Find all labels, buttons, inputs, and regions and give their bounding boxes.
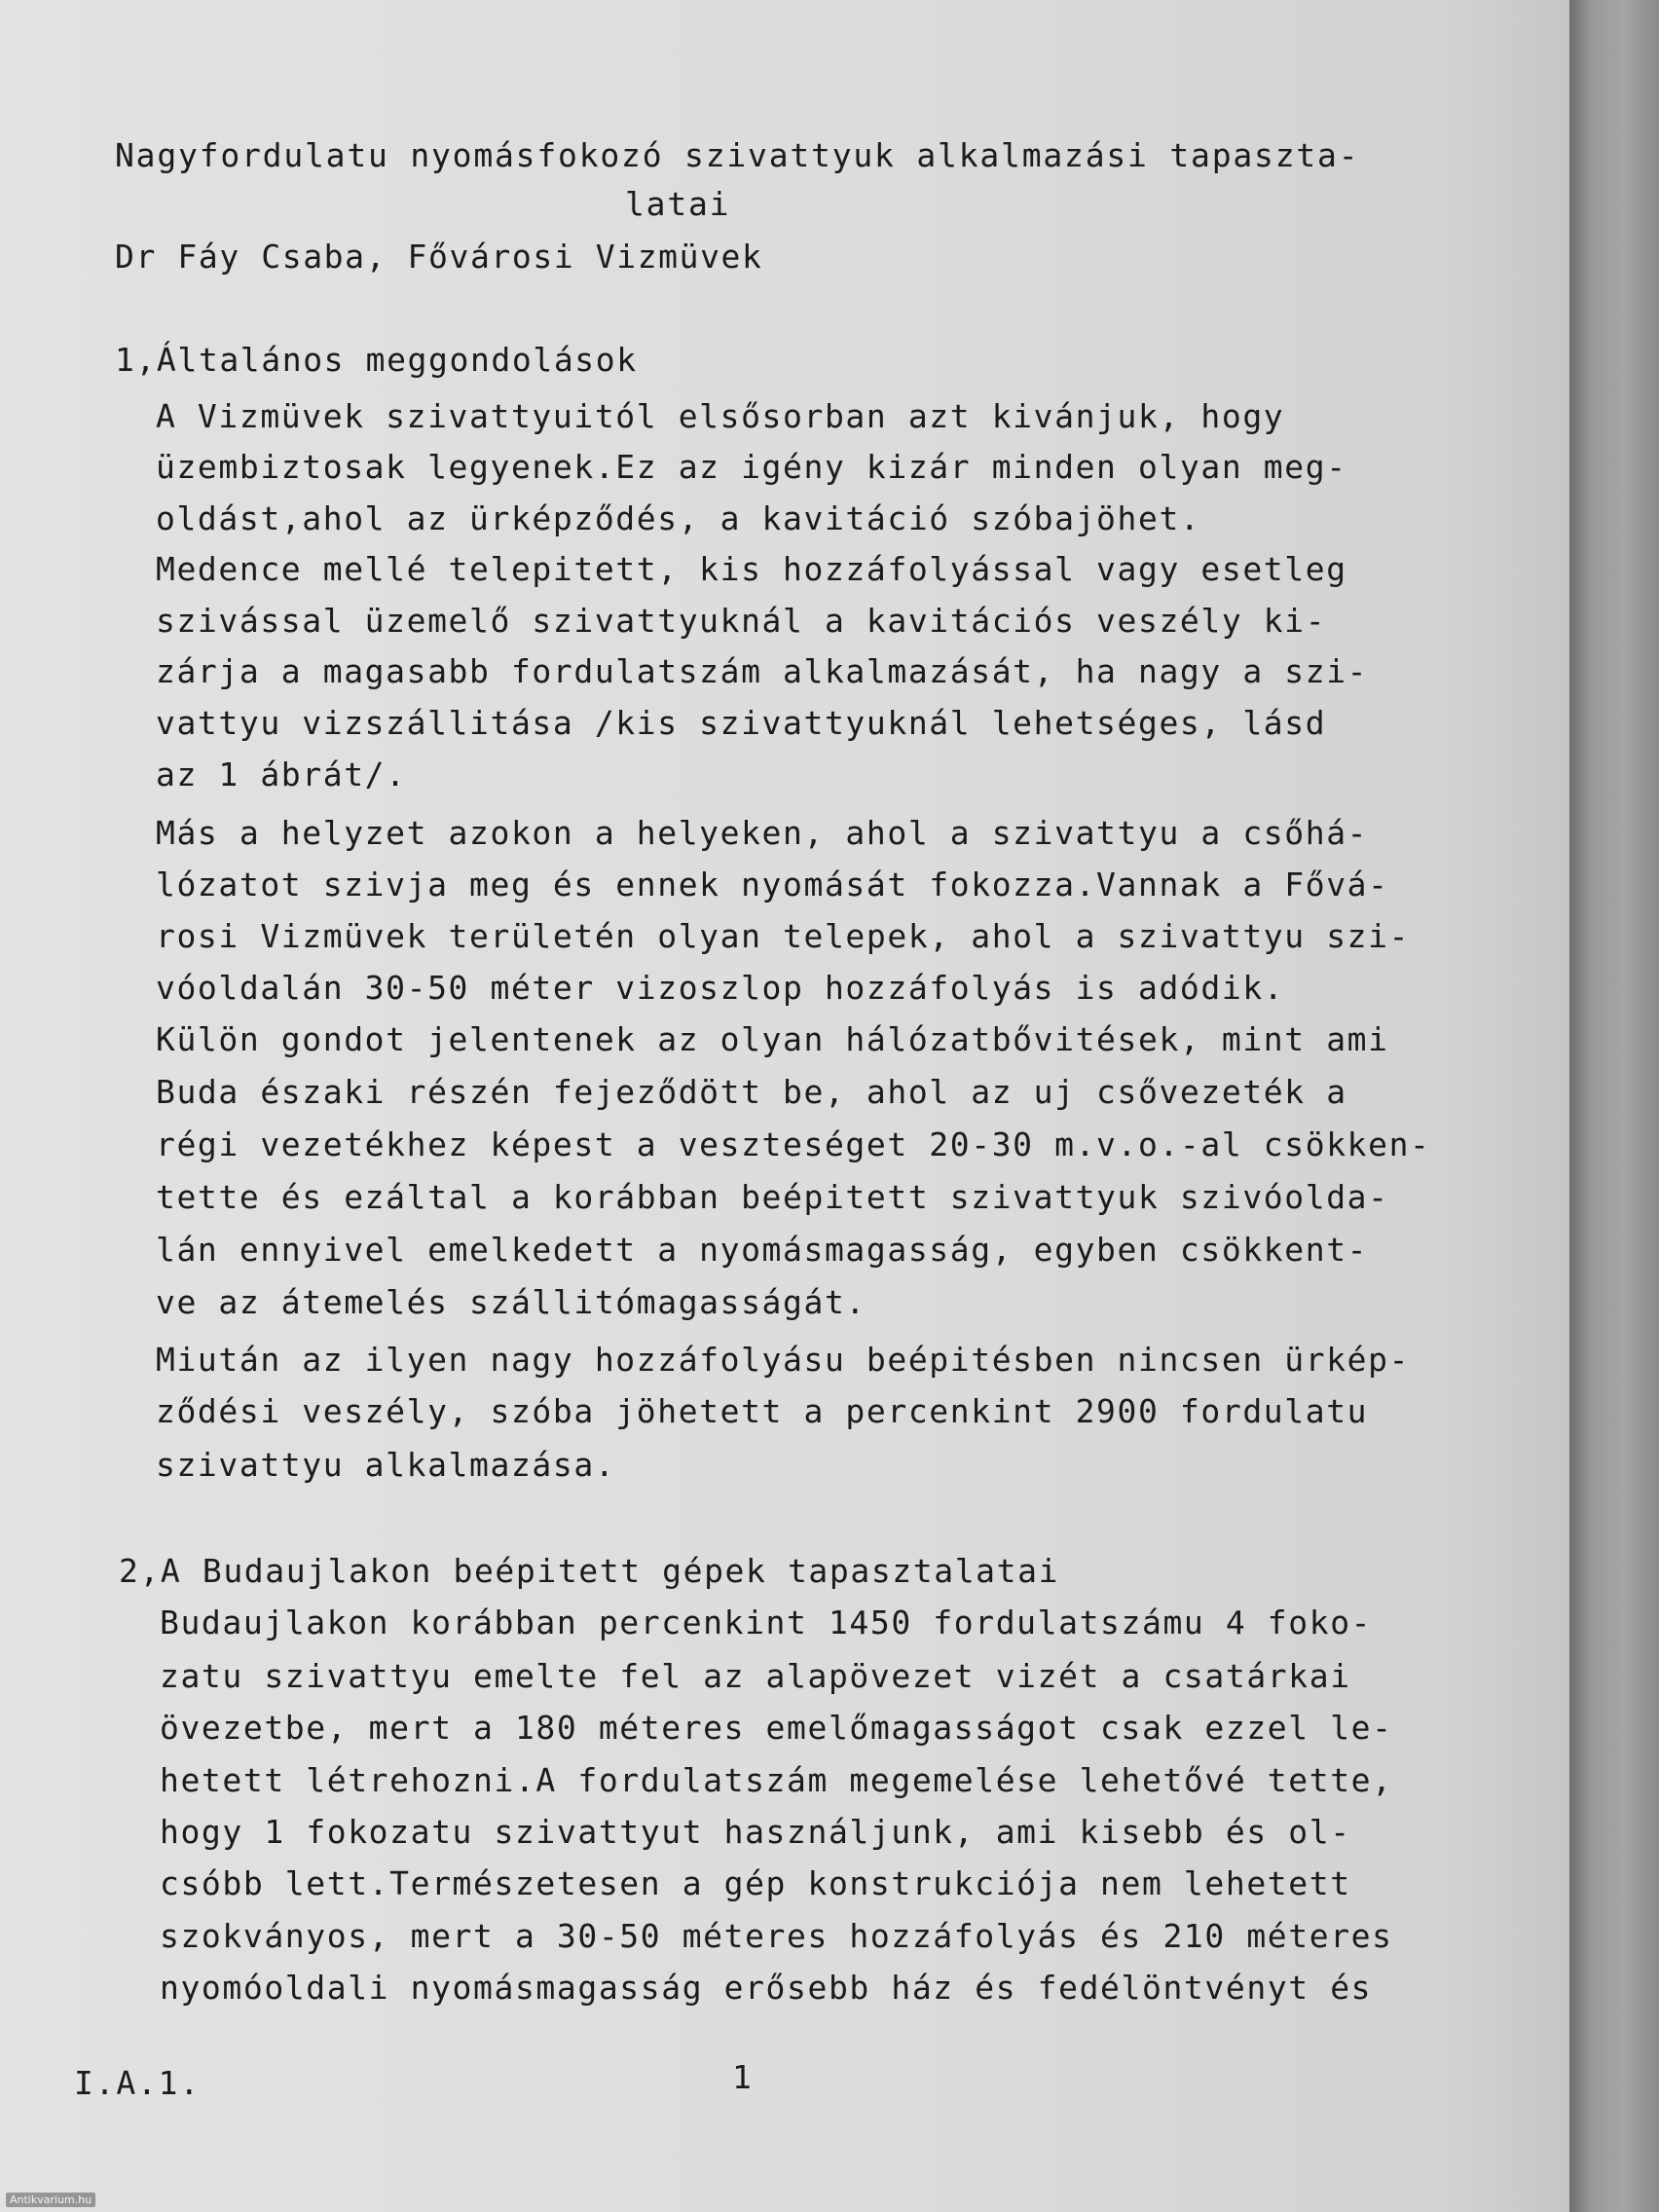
section-1-line: rosi Vizmüvek területén olyan telepek, ahol a szivattyu szi- <box>156 917 1411 955</box>
section-1-line: ződési veszély, szóba jöhetett a percenkint 2900 fordulatu <box>156 1392 1369 1430</box>
section-1-heading: 1,Általános meggondolások <box>115 341 638 379</box>
page-edge-shadow <box>1569 0 1659 2212</box>
section-1-line: szivattyu alkalmazása. <box>156 1446 616 1484</box>
section-1-line: oldást,ahol az ürképződés, a kavitáció szóbajöhet. <box>156 499 1201 537</box>
section-1-line: szivással üzemelő szivattyuknál a kavitációs veszély ki- <box>156 602 1327 640</box>
section-1-line: üzembiztosak legyenek.Ez az igény kizár minden olyan meg- <box>156 448 1347 486</box>
document-author: Dr Fáy Csaba, Fővárosi Vizmüvek <box>115 238 763 276</box>
section-1-line: Medence mellé telepitett, kis hozzáfolyással vagy esetleg <box>156 550 1347 588</box>
document-code: I.A.1. <box>74 2064 202 2102</box>
section-2-line: hogy 1 fokozatu szivattyut használjunk, ami kisebb és ol- <box>160 1813 1351 1851</box>
section-2-line: hetett létrehozni.A fordulatszám megemelése lehetővé tette, <box>160 1761 1393 1799</box>
section-1-line: Miután az ilyen nagy hozzáfolyásu beépitésben nincsen ürkép- <box>156 1341 1411 1379</box>
section-2-line: nyomóoldali nyomásmagasság erősebb ház és fedélöntvényt és <box>160 1969 1373 2007</box>
section-1-line: Buda északi részén fejeződött be, ahol az uj csővezeték a <box>156 1073 1347 1111</box>
section-1-line: ve az átemelés szállitómagasságát. <box>156 1283 866 1321</box>
section-1-line: Külön gondot jelentenek az olyan hálózatbővitések, mint ami <box>156 1020 1389 1058</box>
section-1-line: régi vezetékhez képest a veszteséget 20-30 m.v.o.-al csökken- <box>156 1125 1431 1163</box>
section-1-line: tette és ezáltal a korábban beépitett szivattyuk szivóolda- <box>156 1178 1389 1216</box>
document-title-line-1: Nagyfordulatu nyomásfokozó szivattyuk alkalmazási tapaszta- <box>115 136 1360 174</box>
section-1-line: lán ennyivel emelkedett a nyomásmagasság, egyben csökkent- <box>156 1231 1369 1269</box>
section-1-line: az 1 ábrát/. <box>156 756 407 793</box>
section-1-line: A Vizmüvek szivattyuitól elsősorban azt kivánjuk, hogy <box>156 397 1285 435</box>
section-1-line: zárja a magasabb fordulatszám alkalmazását, ha nagy a szi- <box>156 652 1369 690</box>
section-2-heading: 2,A Budaujlakon beépitett gépek tapasztalatai <box>119 1552 1060 1590</box>
section-2-line: csóbb lett.Természetesen a gép konstrukciója nem lehetett <box>160 1864 1351 1902</box>
section-1-line: lózatot szivja meg és ennek nyomását fokozza.Vannak a Fővá- <box>156 866 1389 903</box>
section-2-line: szokványos, mert a 30-50 méteres hozzáfolyás és 210 méteres <box>160 1917 1393 1955</box>
section-1-line: vóoldalán 30-50 méter vizoszlop hozzáfolyás is adódik. <box>156 969 1285 1007</box>
section-2-line: övezetbe, mert a 180 méteres emelőmagasságot csak ezzel le- <box>160 1709 1393 1747</box>
source-watermark: Antikvarium.hu <box>6 2193 95 2207</box>
section-1-line: vattyu vizszállitása /kis szivattyuknál lehetséges, lásd <box>156 704 1327 742</box>
section-2-line: zatu szivattyu emelte fel az alapövezet vizét a csatárkai <box>160 1657 1351 1695</box>
page-number: 1 <box>732 2058 754 2096</box>
document-title-line-2: latai <box>625 185 731 223</box>
section-2-line: Budaujlakon korábban percenkint 1450 fordulatszámu 4 foko- <box>160 1604 1373 1641</box>
section-1-line: Más a helyzet azokon a helyeken, ahol a szivattyu a csőhá- <box>156 814 1369 852</box>
